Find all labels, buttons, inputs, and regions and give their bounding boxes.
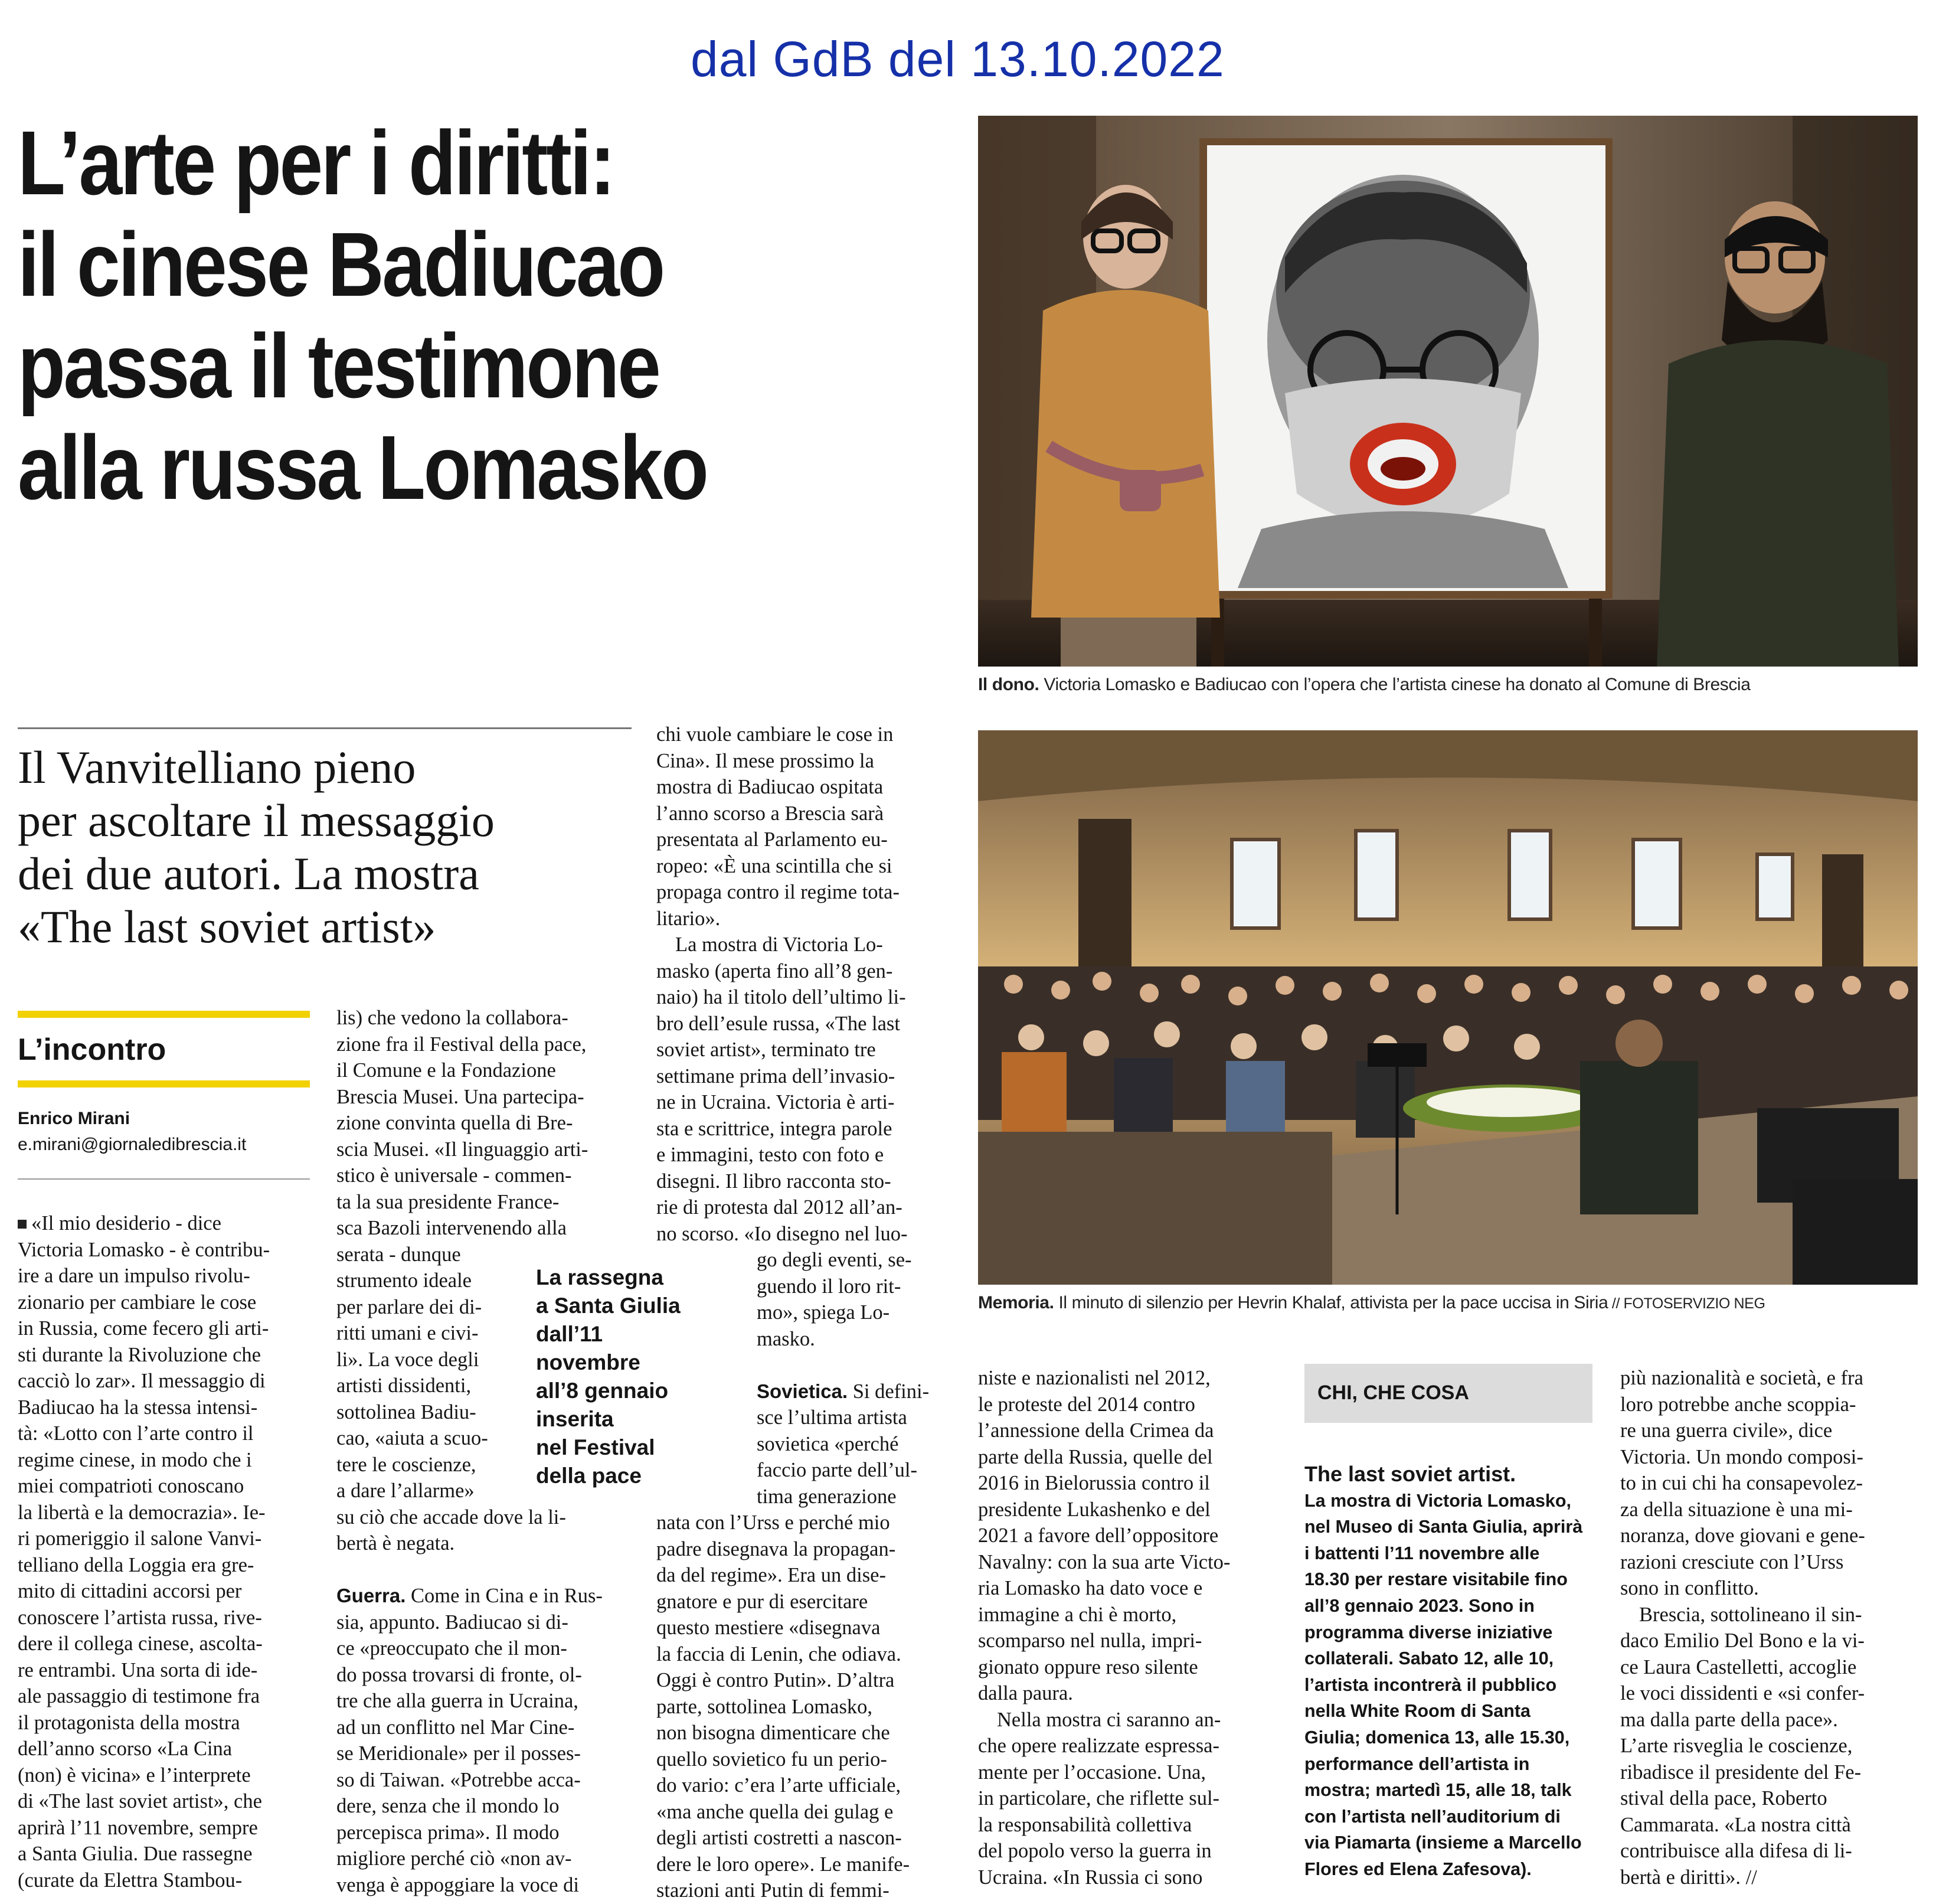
text-line: ria Lomasko ha dato voce e bbox=[978, 1577, 1203, 1599]
text-line: a Santa Giulia. Due rassegne bbox=[18, 1843, 253, 1865]
pull-quote-line: a Santa Giulia bbox=[536, 1294, 681, 1318]
text-line: scia Musei. «Il linguaggio arti- bbox=[336, 1138, 588, 1161]
text-line: daco Emilio Del Bono e la vi- bbox=[1620, 1629, 1865, 1652]
photo-memory-illustration bbox=[978, 730, 1918, 1285]
paragraph-gap bbox=[656, 1352, 949, 1379]
text-line: la libertà e la democrazia». Ie- bbox=[18, 1501, 266, 1524]
text-line: la responsabilità collettiva bbox=[978, 1813, 1192, 1836]
pull-quote-line: all’8 gennaio bbox=[536, 1379, 669, 1403]
text-line: padre disegnava la propagan- bbox=[656, 1537, 896, 1560]
text-line: Oggi è contro Putin». D’altra bbox=[656, 1669, 895, 1691]
text-line: ne in Ucraina. Victoria è arti- bbox=[656, 1091, 895, 1113]
text-line: stazioni anti Putin di femmi- bbox=[656, 1879, 889, 1902]
text-line: su ciò che accade dove la li- bbox=[336, 1505, 566, 1529]
text-line: contribuisce alla difesa di li- bbox=[1620, 1840, 1852, 1862]
text-line: sce l’ultima artista bbox=[757, 1406, 907, 1429]
text-line: loro potrebbe anche scoppia- bbox=[1620, 1393, 1856, 1416]
text-line: regime cinese, in modo che i bbox=[18, 1448, 252, 1471]
info-line: La mostra di Victoria Lomasko, bbox=[1304, 1490, 1571, 1511]
text-line: quello sovietico fu un perio- bbox=[656, 1748, 887, 1771]
text-line: serata - dunque bbox=[336, 1243, 461, 1266]
text-line: miei compatrioti conoscano bbox=[18, 1475, 244, 1497]
text-line: dere, senza che il mondo lo bbox=[336, 1795, 560, 1817]
text-line: «Il mio desiderio - dice bbox=[18, 1210, 310, 1237]
headline-line: alla russa Lomasko bbox=[18, 417, 707, 518]
text-line: masko. bbox=[757, 1327, 815, 1350]
text-line: faccio parte dell’ul- bbox=[757, 1459, 918, 1481]
text-line: masko (aperta fino all’8 gen- bbox=[656, 959, 893, 982]
text-line: Brescia Musei. Una partecipa- bbox=[336, 1085, 584, 1108]
text-line: stival della pace, Roberto bbox=[1620, 1787, 1827, 1810]
text-line: gnatore e pur di esercitare bbox=[656, 1590, 868, 1613]
text-line: li». La voce degli bbox=[336, 1348, 479, 1371]
text-line: il Comune e la Fondazione bbox=[336, 1059, 556, 1082]
paragraph-gap bbox=[336, 1557, 629, 1583]
info-line: nel Museo di Santa Giulia, aprirà bbox=[1304, 1517, 1583, 1537]
text-line: soviet artist», terminato tre bbox=[656, 1038, 876, 1061]
text-line: nata con l’Urss e perché mio bbox=[656, 1511, 890, 1534]
text-line: propaga contro il regime tota- bbox=[656, 881, 900, 903]
text-line: ale passaggio di testimone fra bbox=[18, 1685, 260, 1707]
square-bullet-icon bbox=[18, 1220, 27, 1229]
text-line: venga è appoggiare la voce di bbox=[336, 1873, 579, 1896]
info-line: performance dell’artista in bbox=[1304, 1753, 1530, 1774]
text-line: stico è universale - commen- bbox=[336, 1164, 572, 1187]
headline bbox=[18, 112, 825, 518]
text-line: 2016 in Bielorussia contro il bbox=[978, 1472, 1210, 1494]
caption-text: Victoria Lomasko e Badiucao con l’opera che l’artista cinese ha donato al Comune di Brescia bbox=[1039, 675, 1751, 694]
text-line: questo mestiere «disegnava bbox=[656, 1616, 881, 1639]
headline-line: passa il testimone bbox=[18, 315, 659, 417]
text-line: dere il collega cinese, ascolta- bbox=[18, 1632, 263, 1655]
text-line: rie di protesta dal 2012 all’an- bbox=[656, 1196, 902, 1219]
text-line: do possa trovarsi di fronte, ol- bbox=[336, 1663, 582, 1686]
text-line: tà: «Lotto con l’arte contro il bbox=[18, 1422, 254, 1445]
subhead-line: dei due autori. La mostra bbox=[18, 848, 479, 899]
photo-memory bbox=[978, 730, 1918, 1285]
text-line: scomparso nel nulla, impri- bbox=[978, 1629, 1202, 1652]
text-line: Guerra. Come in Cina e in Rus- bbox=[336, 1585, 603, 1607]
text-line: la faccia di Lenin, che odiava. bbox=[656, 1642, 901, 1665]
info-box bbox=[1304, 1461, 1592, 1883]
text-line: bertà e diritti». // bbox=[1620, 1866, 1757, 1889]
text-line: dere le loro opere». Le manife- bbox=[656, 1853, 910, 1876]
pull-quote-line: della pace bbox=[536, 1464, 642, 1488]
text-line: za della situazione è una mi- bbox=[1620, 1498, 1853, 1521]
text-line: tre che alla guerra in Ucraina, bbox=[336, 1690, 578, 1712]
headline-line: L’arte per i diritti: bbox=[18, 112, 614, 214]
info-box-heading: CHI, CHE COSA bbox=[1317, 1382, 1469, 1404]
text-line: tere le coscienze, bbox=[336, 1453, 476, 1476]
text-line: Victoria Lomasko - è contribu- bbox=[18, 1238, 270, 1261]
subhead bbox=[18, 741, 643, 953]
info-line: nella White Room di Santa bbox=[1304, 1701, 1531, 1722]
text-line: parte della Russia, quelle del bbox=[978, 1445, 1213, 1468]
text-line: più nazionalità e società, e fra bbox=[1620, 1367, 1863, 1389]
text-line: 2021 a favore dell’oppositore bbox=[978, 1524, 1219, 1547]
text-line: ritti umani e civi- bbox=[336, 1322, 479, 1344]
headline-line: il cinese Badiucao bbox=[18, 214, 663, 315]
text-line: non bisogna dimenticare che bbox=[656, 1722, 890, 1744]
text-line: zionario per cambiare le cose bbox=[18, 1291, 257, 1314]
text-line: sti durante la Rivoluzione che bbox=[18, 1343, 261, 1366]
text-line: artisti dissidenti, bbox=[336, 1374, 472, 1397]
text-line: strumento ideale bbox=[336, 1269, 472, 1292]
author-rule bbox=[18, 1178, 310, 1180]
text-line: Navalny: con la sua arte Victo- bbox=[978, 1550, 1231, 1573]
text-line: ad un conflitto nel Mar Cine- bbox=[336, 1716, 575, 1739]
text-line: go degli eventi, se- bbox=[757, 1249, 912, 1271]
text-line: dell’anno scorso «La Cina bbox=[18, 1738, 233, 1760]
text-line: presidente Lukashenko e del bbox=[978, 1498, 1211, 1521]
text-line: naio) ha il titolo dell’ultimo li- bbox=[656, 986, 906, 1008]
text-line: Sovietica. Si defini- bbox=[757, 1380, 930, 1403]
text-line: se Meridionale» per il posses- bbox=[336, 1742, 581, 1765]
text-line: che opere realizzate espressa- bbox=[978, 1735, 1219, 1757]
text-line: di «The last soviet artist», che bbox=[18, 1790, 262, 1812]
article-column-4 bbox=[978, 1365, 1270, 1890]
text-line: Nella mostra ci saranno an- bbox=[997, 1708, 1221, 1731]
text-line: ribadisce il presidente del Fe- bbox=[1620, 1761, 1862, 1784]
text-line: niste e nazionalisti nel 2012, bbox=[978, 1367, 1211, 1389]
text-line: chi vuole cambiare le cose in bbox=[656, 723, 894, 746]
info-line: l’artista incontrerà il pubblico bbox=[1304, 1674, 1557, 1695]
text-line: le voci dissidenti e «si confer- bbox=[1620, 1682, 1865, 1704]
text-line: l’anno scorso a Brescia sarà bbox=[656, 802, 884, 825]
text-line: lis) che vedono la collabora- bbox=[336, 1007, 568, 1029]
text-line: l’annessione della Crimea da bbox=[978, 1419, 1214, 1442]
text-line: sia, appunto. Badiucao si di- bbox=[336, 1611, 568, 1634]
section-lead: Sovietica. bbox=[757, 1380, 848, 1402]
text-line: guendo il loro rit- bbox=[757, 1275, 901, 1298]
text-line: Victoria. Un mondo composi- bbox=[1620, 1445, 1863, 1468]
pull-quote-line: inserita bbox=[536, 1407, 614, 1431]
info-line: mostra; martedì 15, alle 18, talk bbox=[1304, 1780, 1572, 1801]
info-line: programma diverse iniziative bbox=[1304, 1622, 1553, 1642]
text-line: mente per l’occasione. Una, bbox=[978, 1761, 1206, 1784]
text-line: parte, sottolinea Lomasko, bbox=[656, 1695, 872, 1718]
caption-lead: Il dono. bbox=[978, 675, 1039, 694]
text-line: ta la sua presidente France- bbox=[336, 1190, 560, 1213]
text-line: mo», spiega Lo- bbox=[757, 1301, 890, 1324]
text-line: disegni. Il libro racconta sto- bbox=[656, 1170, 891, 1193]
text-line: L’arte risveglia le coscienze, bbox=[1620, 1735, 1853, 1757]
text-line: ri pomeriggio il salone Vanvi- bbox=[18, 1527, 262, 1550]
text-line: sovietica «perché bbox=[757, 1432, 899, 1455]
text-line: ire a dare un impulso rivolu- bbox=[18, 1265, 250, 1287]
text-line: Brescia, sottolineano il sin- bbox=[1639, 1603, 1862, 1626]
text-line: no scorso. «Io disegno nel luo- bbox=[656, 1222, 908, 1245]
text-line: Cammarata. «La nostra città bbox=[1620, 1813, 1851, 1836]
text-line: del popolo verso la guerra in bbox=[978, 1840, 1212, 1862]
text-line: in particolare, che riflette sul- bbox=[978, 1787, 1220, 1810]
text-line: sca Bazoli intervenendo alla bbox=[336, 1217, 567, 1239]
subhead-line: «The last soviet artist» bbox=[18, 901, 436, 952]
info-line: 18.30 per restare visitabile fino bbox=[1304, 1569, 1568, 1590]
text-line: cao, «aiuta a scuo- bbox=[336, 1427, 488, 1449]
text-line: sottolinea Badiu- bbox=[336, 1400, 476, 1423]
subhead-rule bbox=[18, 727, 632, 729]
pull-quote-line: La rassegna bbox=[536, 1265, 663, 1289]
text-line: Badiucao ha la stessa intensi- bbox=[18, 1396, 258, 1419]
article-column-1 bbox=[18, 1210, 310, 1893]
text-line: tima generazione bbox=[757, 1485, 897, 1508]
text-line: le proteste del 2014 contro bbox=[978, 1393, 1195, 1416]
caption-lead: Memoria. bbox=[978, 1293, 1054, 1312]
rubric-bar-top bbox=[18, 1011, 310, 1018]
info-line: collaterali. Sabato 12, alle 10, bbox=[1304, 1648, 1554, 1669]
text-line: ropeo: «È una scintilla che si bbox=[656, 854, 892, 877]
text-line: razioni cresciute con l’Urss bbox=[1620, 1550, 1844, 1573]
text-line: to in cui chi ha consapevolez- bbox=[1620, 1472, 1863, 1494]
text-line: mito di cittadini accorsi per bbox=[18, 1580, 242, 1602]
text-line: (curate da Elettra Stambou- bbox=[18, 1869, 243, 1892]
text-line: re una guerra civile», dice bbox=[1620, 1419, 1833, 1442]
info-box-header bbox=[1304, 1364, 1592, 1423]
text-line: ma dalla parte della pace». bbox=[1620, 1708, 1838, 1731]
text-line: Ucraina. «In Russia ci sono bbox=[978, 1866, 1203, 1889]
author-email[interactable]: e.mirani@giornaledibrescia.it bbox=[18, 1135, 247, 1154]
section-lead: Guerra. bbox=[336, 1585, 406, 1606]
text-line: bro dell’esule russa, «The last bbox=[656, 1012, 900, 1035]
info-line: all’8 gennaio 2023. Sono in bbox=[1304, 1595, 1535, 1616]
source-date: dal GdB del 13.10.2022 bbox=[691, 31, 1225, 87]
text-line: il protagonista della mostra bbox=[18, 1711, 240, 1734]
text-line: «ma anche quella dei gulag e bbox=[656, 1800, 894, 1823]
text-line: aprirà l’11 novembre, sempre bbox=[18, 1816, 258, 1839]
text-line: dalla paura. bbox=[978, 1682, 1073, 1704]
text-line: so di Taiwan. «Potrebbe acca- bbox=[336, 1768, 581, 1791]
text-line: do vario: c’era l’arte ufficiale, bbox=[656, 1774, 901, 1797]
text-line: re entrambi. Una sorta di ide- bbox=[18, 1658, 258, 1681]
caption-text: Il minuto di silenzio per Hevrin Khalaf, attivista per la pace uccisa in Siria bbox=[1054, 1293, 1608, 1312]
text-line: percepisca prima». Il modo bbox=[336, 1821, 560, 1844]
text-line: litario». bbox=[656, 907, 721, 930]
text-line: in Russia, come fecero gli arti- bbox=[18, 1317, 269, 1340]
author-name: Enrico Mirani bbox=[18, 1109, 130, 1128]
article-column-3 bbox=[656, 721, 949, 1904]
photo-gift-illustration bbox=[978, 116, 1918, 667]
text-line: bertà è negata. bbox=[336, 1532, 455, 1554]
text-line: presentata al Parlamento eu- bbox=[656, 828, 888, 851]
text-line: zione convinta quella di Bre- bbox=[336, 1112, 573, 1134]
text-line: ce «preoccupato che il mon- bbox=[336, 1637, 567, 1660]
text-line: sta e scrittrice, integra parole bbox=[656, 1117, 892, 1140]
info-line: via Piamarta (insieme a Marcello bbox=[1304, 1833, 1582, 1853]
text-line: a dare l’allarme» bbox=[336, 1480, 475, 1502]
text-line: (non) è vicina» e l’interprete bbox=[18, 1763, 251, 1787]
text-line: zione fra il Festival della pace, bbox=[336, 1033, 587, 1056]
rubric-bar-bottom bbox=[18, 1080, 310, 1087]
photo-memory-caption bbox=[978, 1293, 1765, 1313]
text-line: settimane prima dell’invasio- bbox=[656, 1064, 895, 1087]
info-line: i battenti l’11 novembre alle bbox=[1304, 1543, 1540, 1563]
text-line: Cina». Il mese prossimo la bbox=[656, 749, 874, 772]
text-line: ce Laura Castelletti, accoglie bbox=[1620, 1655, 1857, 1678]
text-line: cacciò lo zar». Il messaggio di bbox=[18, 1370, 266, 1392]
text-line: migliore perché ciò «non av- bbox=[336, 1847, 572, 1870]
subhead-line: per ascoltare il messaggio bbox=[18, 795, 495, 846]
text-line: noranza, dove giovani e gene- bbox=[1620, 1524, 1865, 1547]
photo-gift-caption bbox=[978, 675, 1750, 695]
text-line: La mostra di Victoria Lo- bbox=[675, 933, 883, 956]
article-column-6 bbox=[1620, 1365, 1915, 1890]
info-line: con l’artista nell’auditorium di bbox=[1304, 1806, 1561, 1827]
text-line: sono in conflitto. bbox=[1620, 1577, 1759, 1599]
pull-quote-line: nel Festival bbox=[536, 1435, 655, 1459]
text-line: immagine a chi è morto, bbox=[978, 1603, 1177, 1626]
text-line: degli artisti costretti a nascon- bbox=[656, 1827, 902, 1849]
text-line: gionato oppure reso silente bbox=[978, 1655, 1198, 1678]
pull-quote-line: dall’11 novembre bbox=[536, 1322, 640, 1374]
text-line: per parlare dei di- bbox=[336, 1295, 482, 1318]
info-line: Flores ed Elena Zafesova). bbox=[1304, 1859, 1532, 1879]
text-line: conoscere l’artista russa, rive- bbox=[18, 1606, 262, 1629]
info-box-title: The last soviet artist. bbox=[1304, 1462, 1516, 1486]
subhead-line: Il Vanvitelliano pieno bbox=[18, 742, 416, 793]
rubric: L’incontro bbox=[18, 1033, 166, 1067]
info-line: Giulia; domenica 13, alle 15.30, bbox=[1304, 1727, 1570, 1748]
text-line: e immagini, testo con foto e bbox=[656, 1144, 884, 1166]
text-line: telliano della Loggia era gre- bbox=[18, 1553, 254, 1576]
photo-credit: // FOTOSERVIZIO NEG bbox=[1608, 1295, 1765, 1312]
photo-gift bbox=[978, 116, 1918, 667]
text-line: mostra di Badiucao ospitata bbox=[656, 776, 884, 798]
text-line: da del regime». Era un dise- bbox=[656, 1564, 886, 1586]
